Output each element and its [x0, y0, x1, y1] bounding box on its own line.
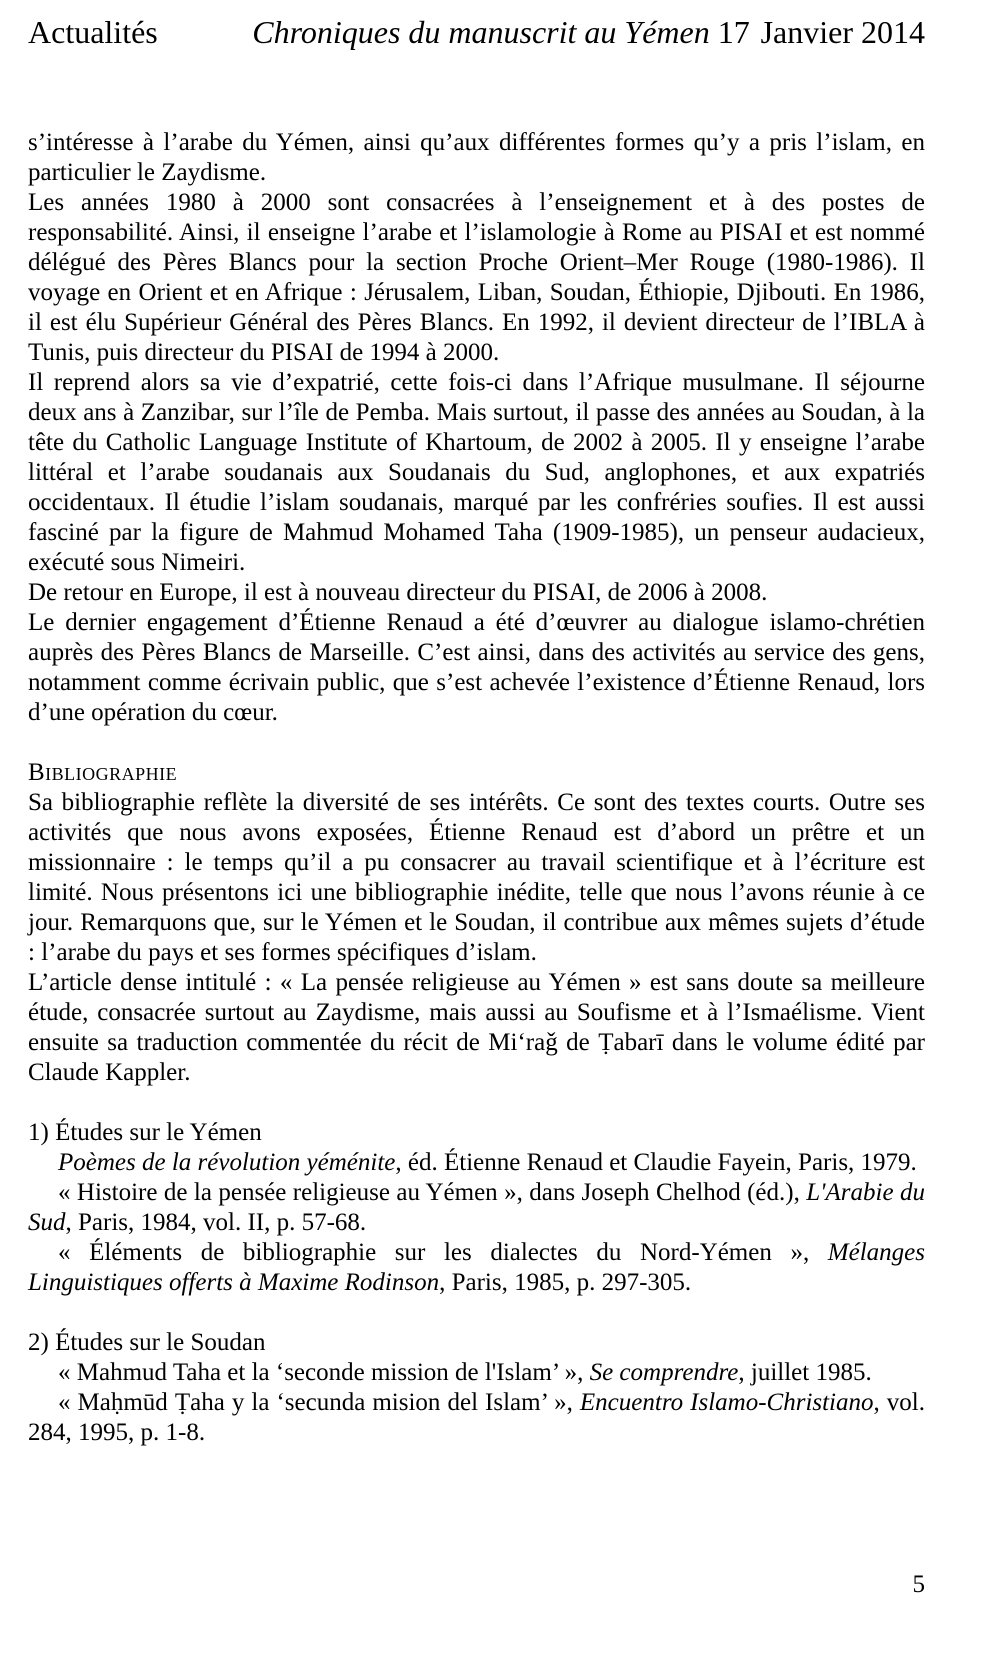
bibliography-intro-2: L’article dense intitulé : « La pensée religieuse au Yémen » est sans doute sa meilleure étude, consacrée surtout au Zaydisme, mais aussi au Soufisme et à l’Ismaélisme. Vient ensuite sa traduction commentée du récit de Mi‘raǧ de Ṭabarī dans le volume édité par Claude Kappler.: [28, 969, 925, 1086]
paragraph-biography-1: s’intéresse à l’arabe du Yémen, ainsi qu’aux différentes formes qu’y a pris l’islam, en particulier le Zaydisme.: [28, 129, 925, 186]
entry-title-italic: Se comprendre: [589, 1359, 739, 1386]
entry-text: , vol. 284, 1995, p. 1-8.: [28, 1389, 926, 1446]
entry-title-italic: L'Arabie du Sud: [28, 1179, 925, 1236]
bibliography-entry: [28, 1238, 925, 1298]
entry-text: , Paris, 1984, vol. II, p. 57-68.: [65, 1209, 367, 1236]
paragraph-biography-3: Il reprend alors sa vie d’expatrié, cette fois-ci dans l’Afrique musulmane. Il séjourne deux ans à Zanzibar, sur l’île de Pemba. Mais surtout, il passe des années au Soudan, à la tête du Catholic Language Institute of Khartoum, de 2002 à 2005. Il y enseigne l’arabe littéral et l’arabe soudanais aux Soudanais du Sud, anglophones, et aux expatriés occidentaux. Il étudie l’islam soudanais, marqué par les confréries soufies. Il est aussi fasciné par la figure de Mahmud Mohamed Taha (1909-1985), un penseur audacieux, exécuté sous Nimeiri.: [28, 369, 925, 576]
journal-title: [252, 14, 750, 50]
paragraph-biography-2: Les années 1980 à 2000 sont consacrées à l’enseignement et à des postes de responsabilité. Ainsi, il enseigne l’arabe et l’islamologie à Rome au PISAI et est nommé délégué des Pères Blancs pour la section Proche Orient–Mer Rouge (1980-1986). Il voyage en Orient et en Afrique : Jérusalem, Liban, Soudan, Éthiopie, Djibouti. En 1986, il est élu Supérieur Général des Pères Blancs. En 1992, il devient directeur de l’IBLA à Tunis, puis directeur du PISAI de 1994 à 2000.: [28, 189, 925, 366]
paragraph-biography-5: Le dernier engagement d’Étienne Renaud a été d’œuvrer au dialogue islamo-chrétien auprès des Pères Blancs de Marseille. C’est ainsi, dans des activités au service des gens, notamment comme écrivain public, que s’est achevée l’existence d’Étienne Renaud, lors d’une opération du cœur.: [28, 609, 925, 726]
entry-text: « Maḥmūd Ṭaha y la ‘secunda mision del Islam’ »,: [58, 1389, 580, 1416]
entry-text: « Histoire de la pensée religieuse au Yémen », dans Joseph Chelhod (éd.),: [58, 1179, 807, 1206]
entry-title-italic: Encuentro Islamo-Christiano: [579, 1389, 874, 1416]
rubric-label: Actualités: [28, 14, 158, 50]
bibliography-entry: [28, 1148, 925, 1178]
entry-text: « Éléments de bibliographie sur les dialectes du Nord-Yémen »,: [58, 1239, 828, 1266]
bibliography-heading: Bibliographie: [28, 759, 178, 786]
entry-text: , éd. Étienne Renaud et Claudie Fayein, Paris, 1979.: [395, 1149, 917, 1176]
article-text: [28, 128, 925, 1448]
issue-number: 17: [709, 14, 750, 50]
entry-text: , Paris, 1985, p. 297-305.: [439, 1269, 692, 1296]
entry-title-italic: Mélanges Linguistiques offerts à Maxime Rodinson: [28, 1239, 925, 1296]
bibliography-entry: [28, 1178, 925, 1238]
entry-text: « Mahmud Taha et la ‘seconde mission de l'Islam’ »,: [58, 1359, 590, 1386]
section-yemen-heading: 1) Études sur le Yémen: [28, 1119, 262, 1146]
section-soudan-heading: 2) Études sur le Soudan: [28, 1329, 266, 1356]
bibliography-entry: [28, 1358, 925, 1388]
page-number: 5: [912, 1571, 925, 1598]
entry-text: , juillet 1985.: [738, 1359, 872, 1386]
issue-date: Janvier 2014: [760, 14, 925, 50]
bibliography-entry: [28, 1388, 925, 1448]
journal-title-italic: Chroniques du manuscrit au Yémen: [252, 14, 710, 50]
bibliography-intro-1: Sa bibliographie reflète la diversité de ses intérêts. Ce sont des textes courts. Outre ses activités que nous avons exposées, Étienne Renaud est d’abord un prêtre et un missionnaire : le temps qu’il a pu consacrer au travail scientifique et à l’écriture est limité. Nous présentons ici une bibliographie inédite, telle que nous l’avons réunie à ce jour. Remarquons que, sur le Yémen et le Soudan, il contribue aux mêmes sujets d’étude : l’arabe du pays et ses formes spécifiques d’islam.: [28, 789, 925, 966]
paragraph-biography-4: De retour en Europe, il est à nouveau directeur du PISAI, de 2006 à 2008.: [28, 579, 768, 606]
running-head: [28, 14, 925, 50]
entry-title-italic: Poèmes de la révolution yéménite: [58, 1149, 396, 1176]
